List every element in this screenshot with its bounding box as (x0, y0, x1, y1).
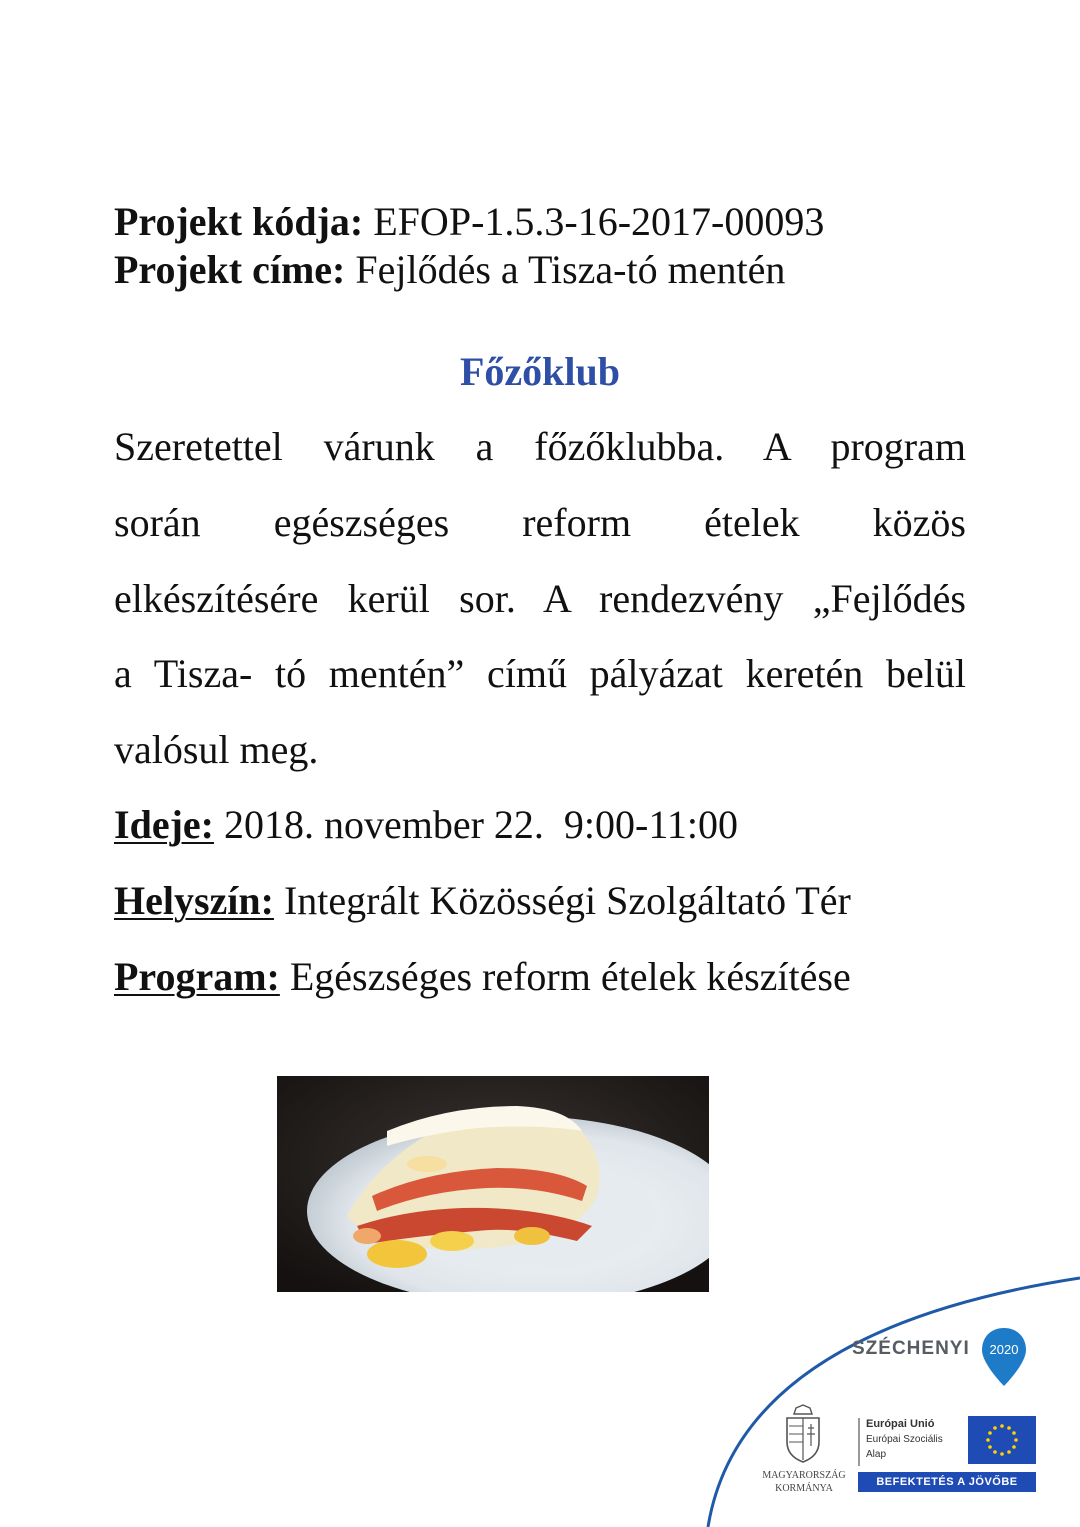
project-code-line (114, 198, 824, 246)
coat-of-arms-icon (782, 1404, 824, 1464)
project-code-value: EFOP-1.5.3-16-2017-00093 (373, 199, 825, 244)
project-title-label: Projekt címe: (114, 247, 346, 292)
food-photo-illustration (277, 1076, 709, 1292)
eu-line1: Európai Unió (866, 1418, 935, 1430)
program-label: Program: (114, 954, 280, 999)
body-line: elkészítésére kerül sor. A rendezvény „Fejlődés (114, 576, 966, 621)
place-label: Helyszín: (114, 878, 274, 923)
place-value: Integrált Közösségi Szolgáltató Tér (283, 878, 851, 923)
time-label: Ideje: (114, 802, 214, 847)
eu-slogan: BEFEKTETÉS A JÖVŐBE (876, 1476, 1018, 1488)
project-title-line (114, 246, 785, 294)
szechenyi-pin-icon (980, 1326, 1028, 1388)
project-title-value: Fejlődés a Tisza-tó mentén (355, 247, 786, 292)
gov-name-line1: MAGYARORSZÁG (762, 1470, 846, 1481)
project-code-label: Projekt kódja: (114, 199, 364, 244)
body-line: Szeretettel várunk a főzőklubba. A program (114, 424, 966, 469)
eu-line3: Alap (866, 1449, 887, 1460)
page-title: Főzőklub (459, 349, 621, 394)
body-line: valósul meg. (114, 727, 319, 772)
food-photo (277, 1076, 709, 1292)
eu-divider (858, 1418, 860, 1466)
program-line (114, 953, 851, 1001)
eu-slogan-bar (858, 1472, 1036, 1492)
szechenyi-logo-text: SZÉCHENYI (852, 1338, 970, 1359)
szechenyi-year: 2020 (989, 1342, 1019, 1357)
time-line (114, 801, 738, 849)
eu-flag-icon (968, 1416, 1036, 1464)
body-line: során egészséges reform ételek közös (114, 500, 966, 545)
time-value: 2018. november 22. 9:00-11:00 (223, 802, 738, 847)
body-line: a Tisza- tó mentén” című pályázat keretén belül (114, 651, 966, 696)
place-line (114, 877, 851, 925)
eu-line2: Európai Szociális (866, 1434, 943, 1445)
program-value: Egészséges reform ételek készítése (289, 954, 851, 999)
gov-name-line2: KORMÁNYA (775, 1483, 833, 1494)
